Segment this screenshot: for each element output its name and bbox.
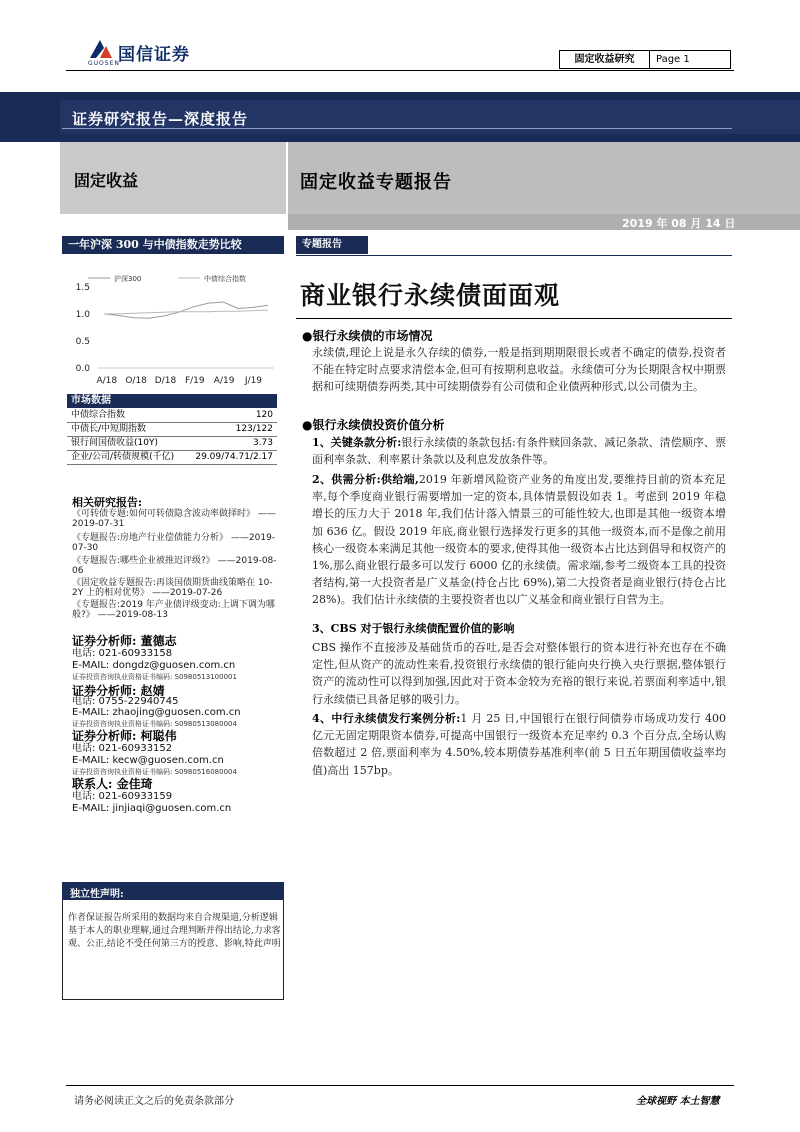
- analyst-role: 证券分析师:: [72, 729, 137, 743]
- market-label: 中债综合指数: [71, 410, 126, 420]
- y-tick-label: 1.5: [75, 282, 90, 293]
- page-number: 1: [683, 54, 690, 65]
- related-report[interactable]: 《专题报告:哪些企业被推迟评级?》 ——2019-08-06: [72, 556, 277, 576]
- logo-subtext: GUOSEN: [88, 60, 120, 67]
- market-value: 120: [255, 410, 273, 420]
- analyst-name: 柯聪伟: [140, 729, 177, 743]
- point-lead: 4、中行永续债发行案例分析:: [312, 712, 461, 725]
- market-row: [67, 423, 277, 437]
- logo-text: 国信证券: [118, 45, 190, 65]
- analyst-role: 证券分析师:: [72, 634, 137, 648]
- section-heading: ●银行永续债投资价值分析: [302, 418, 445, 432]
- market-row: [67, 409, 277, 423]
- market-label: 中债长/中短期指数: [71, 424, 147, 434]
- x-tick-label: A/18: [96, 376, 118, 386]
- y-tick-label: 0.0: [75, 364, 90, 374]
- analyst-name: 董德志: [140, 634, 177, 648]
- report-category: 固定收益研究: [560, 51, 650, 68]
- section-body: 永续债,理论上说是永久存续的债券,一般是指到期期限很长或者不确定的债券,投资者不能在特定时点要求清偿本金,但可有按期利息收益。永续债可分为长期限含权中期票据和可续期债券两类,其中可续期债券有公司债和企业债两种形式,以公司债为主。: [312, 346, 726, 394]
- band-underline: [62, 128, 732, 129]
- footer-slogan: 全球视野 本土智慧: [636, 1096, 720, 1107]
- analyst-name: 赵婧: [140, 684, 165, 698]
- tag-rule: [296, 255, 732, 256]
- title-rule: [296, 318, 732, 319]
- market-value: 3.73: [252, 438, 273, 448]
- point-body: 1 月 25 日,中国银行在银行间债券市场成功发行 400 亿元无固定期限资本债券,可提高中国银行一级资本充足率约 0.3 个百分点,全场认购倍数超过 2 倍,票面利率为 4.50%,较本期债券基准利率(前 5 日五年期国债收益率均值)高出 157bp。: [312, 712, 726, 777]
- analyst-phone: 电话: 0755-22940745: [72, 696, 179, 707]
- related-report[interactable]: 《可转债专题:如何可转债隐含波动率做择时》 ——2019-07-31: [72, 509, 276, 529]
- point-lead: 2、供需分析:供给端,: [312, 473, 419, 486]
- legend-label: 中债综合指数: [204, 275, 246, 283]
- analyst-email[interactable]: E-MAIL: kecw@guosen.com.cn: [72, 755, 224, 766]
- page-indicator: [650, 51, 730, 68]
- series-line: [104, 310, 268, 314]
- y-tick-label: 0.5: [75, 336, 90, 347]
- analyst-heading: [72, 632, 177, 649]
- analyst-cert: 证券投资咨询执业资格证书编码: S0980513100001: [72, 673, 237, 681]
- point-paragraph: [312, 471, 726, 609]
- point-lead: 3、CBS 对于银行永续债配置价值的影响: [312, 622, 515, 635]
- analyst-email[interactable]: E-MAIL: dongdz@guosen.com.cn: [72, 660, 236, 671]
- market-label: 银行间国债收益(10Y): [71, 438, 158, 448]
- market-value: 123/122: [235, 424, 273, 434]
- analyst-cert: 证券投资咨询执业资格证书编码: S0980513080004: [72, 720, 237, 728]
- point-paragraph: [312, 434, 726, 468]
- related-report[interactable]: 《专题报告:房地产行业偿债能力分析》 ——2019-07-30: [72, 533, 276, 553]
- analyst-heading: [72, 727, 177, 744]
- report-tag: 专题报告: [296, 236, 368, 254]
- market-label: 企业/公司/转债规模(千亿): [71, 452, 175, 462]
- x-tick-label: O/18: [125, 376, 147, 386]
- declaration-body: 作者保证报告所采用的数据均来自合规渠道,分析逻辑基于本人的职业理解,通过合理判断并得出结论,力求客观、公正,结论不受任何第三方的授意、影响,特此声明: [68, 913, 281, 949]
- index-chart: [62, 258, 284, 390]
- point-paragraph: [312, 710, 726, 779]
- point-body: 银行永续债的条款包括:有条件赎回条款、减记条款、清偿顺序、票面利率条款、利率累计条款以及利息发放条件等。: [312, 436, 726, 467]
- related-reports-title: 相关研究报告:: [72, 496, 143, 509]
- point-paragraph: [312, 620, 726, 637]
- header-box: [559, 50, 731, 69]
- analyst-phone: 电话: 021-60933152: [72, 743, 173, 754]
- related-report[interactable]: 《固定收益专题报告:再谈国债期货曲线策略在 10-2Y 上的相对优势》 ——2019-07-26: [72, 578, 273, 598]
- analyst-role: 证券分析师:: [72, 684, 137, 698]
- report-type: 证券研究报告—深度报告: [72, 110, 249, 128]
- related-report[interactable]: 《专题报告:2019 年产业债评级变动:上调下调为哪般?》 ——2019-08-13: [72, 600, 275, 620]
- x-tick-label: F/19: [184, 376, 205, 386]
- topic-label: 固定收益专题报告: [300, 172, 452, 193]
- analyst-cert: 证券投资咨询执业资格证书编码: S0980516080004: [72, 768, 237, 776]
- sector-label: 固定收益: [74, 171, 139, 190]
- legend-label: 沪深300: [114, 275, 142, 283]
- footer-rule: [66, 1085, 734, 1086]
- point-body: CBS 操作不直接涉及基础货币的吞吐,是否会对整体银行的资本进行补充也存在不确定性,但从资产的流动性来看,投资银行永续债的银行能向央行换入央行票据,整体银行资产的流动性可以得到加强,因此对于资本金较为充裕的银行来说,若票面利率适中,银行永续债已具备足够的吸引力。: [312, 641, 726, 706]
- analyst-heading: [72, 775, 153, 792]
- analyst-email[interactable]: E-MAIL: zhaojing@guosen.com.cn: [72, 707, 241, 718]
- x-tick-label: D/18: [154, 376, 177, 386]
- analyst-phone: 电话: 021-60933158: [72, 648, 173, 659]
- market-row: [67, 437, 277, 451]
- market-value: 29.09/74.71/2.17: [195, 452, 273, 462]
- analyst-email[interactable]: E-MAIL: jinjiaqi@guosen.com.cn: [72, 803, 232, 814]
- section-heading: ●银行永续债的市场情况: [302, 329, 433, 343]
- x-tick-label: J/19: [244, 376, 263, 386]
- header-rule: [66, 70, 734, 71]
- analyst-role: 联系人:: [72, 777, 113, 791]
- chart-title: 一年沪深 300 与中债指数走势比较: [62, 236, 284, 254]
- analyst-phone: 电话: 021-60933159: [72, 791, 173, 802]
- x-tick-label: A/19: [213, 376, 235, 386]
- market-row: [67, 451, 277, 465]
- market-data-title: 市场数据: [67, 394, 277, 408]
- guosen-logo-icon: [88, 38, 114, 60]
- point-body: 2019 年新增风险资产业务的角度出发,要维持目前的资本充足率,每个季度商业银行需要增加一定的资本,具体情景假设如表 1。考虑到 2019 年稳增长的压力大于 2018 年,我们估计落入情景三的可能性较大,也即是其他一级资本增加 636 亿。假设 2019 年底,商业银行选择发行更多的其他一级资本,而不是像之前用核心一级资本来满足其他一级资本的要求,使得其他一级资本占比达到倡导和权资产的 1%,那么商业银行最多可以发行 6000 亿的永续债。需求端,参考二级资本工具的投资者结构,第一大投资者是广义基金(持仓占比 69%),第二大投资者是商业银行(持仓占比 28%)。我们估计永续债的主要投资者也以广义基金和商业银行自营为主。: [312, 473, 726, 607]
- page-label: Page: [656, 54, 681, 65]
- series-line: [104, 302, 268, 318]
- point-lead: 1、关键条款分析:: [312, 436, 402, 449]
- analyst-name: 金佳琦: [116, 777, 153, 791]
- main-title: 商业银行永续债面面观: [300, 281, 561, 310]
- declaration-title: 独立性声明:: [70, 889, 124, 900]
- y-tick-label: 1.0: [75, 309, 90, 320]
- report-date: 2019 年 08 月 14 日: [622, 217, 736, 230]
- footer-disclaimer: 请务必阅读正文之后的免责条款部分: [74, 1096, 234, 1107]
- point-paragraph: [312, 639, 726, 708]
